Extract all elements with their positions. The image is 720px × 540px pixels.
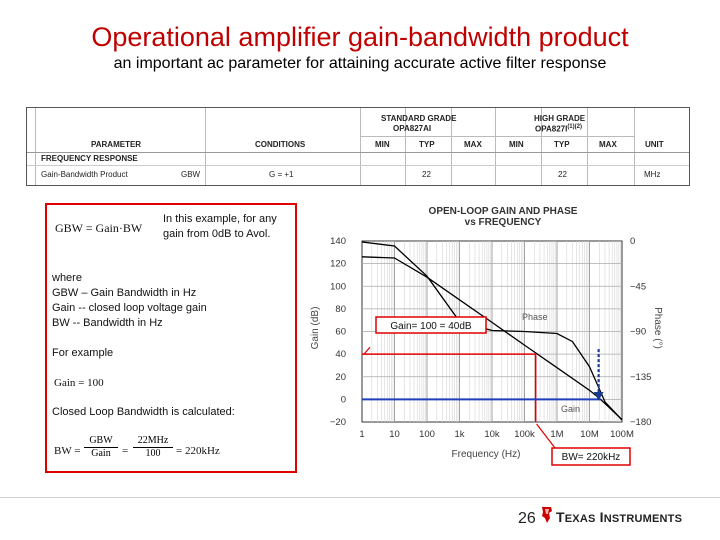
col-max-high: MAX (599, 140, 617, 149)
y-tick-label: 120 (330, 258, 346, 270)
den-val: 100 (133, 447, 173, 459)
high-grade-header: HIGH GRADE (534, 114, 586, 123)
row-unit: MHz (644, 170, 661, 179)
x-tick-label: 100k (514, 429, 535, 440)
y-axis-label: Gain (dB) (310, 306, 321, 350)
col-typ-high: TYP (554, 140, 570, 149)
spec-table (26, 107, 690, 186)
x-tick-label: 10M (580, 429, 599, 440)
y2-tick-label: 0 (630, 236, 636, 247)
eq-sign: = (122, 445, 129, 457)
x-tick-labels (359, 429, 634, 440)
y-tick-labels (330, 236, 346, 428)
y2-tick-label: −180 (630, 417, 652, 428)
y-tick-label: 60 (335, 326, 346, 338)
row-symbol: GBW (181, 170, 201, 179)
std-part: OPA827AI (393, 124, 432, 133)
brand-text: TEXAS INSTRUMENTS (556, 509, 683, 525)
texas-instruments-logo-icon (540, 506, 554, 524)
y2-tick-labels (630, 236, 651, 428)
row-std-typ: 22 (422, 170, 431, 179)
gain-marker-label: Gain= 100 = 40dB (390, 321, 472, 332)
slide-title: Operational amplifier gain-bandwidth product (91, 22, 629, 52)
col-unit: UNIT (645, 140, 664, 149)
section-label: FREQUENCY RESPONSE (41, 154, 138, 163)
x-tick-label: 1M (550, 429, 564, 440)
for-example: For example (52, 347, 114, 359)
y2-tick-label: −135 (630, 371, 652, 383)
phase-curve-label: Phase (522, 312, 548, 322)
row-high-typ: 22 (558, 170, 567, 179)
std-grade-header: STANDARD GRADE (381, 114, 457, 123)
y2-axis-label: Phase (°) (652, 307, 663, 349)
open-loop-gain-phase-chart (300, 198, 680, 473)
example-note-1: In this example, for any (163, 213, 277, 225)
bw-num: GBW (89, 435, 113, 446)
y-tick-label: 140 (330, 236, 346, 247)
y-tick-label: −20 (329, 417, 346, 428)
gbw-formula: GBW = Gain·BW (55, 221, 143, 235)
bw-marker-label: BW= 220kHz (561, 452, 621, 463)
where-label: where (52, 272, 82, 284)
col-parameter: PARAMETER (91, 140, 142, 149)
def-gbw: GBW – Gain Bandwidth in Hz (52, 287, 197, 299)
footer-divider (0, 497, 720, 498)
col-typ-std: TYP (419, 140, 435, 149)
y-tick-label: 20 (335, 371, 346, 383)
chart-subtitle: vs FREQUENCY (464, 217, 542, 228)
bw-fraction-right (133, 435, 173, 459)
y-tick-label: 100 (330, 281, 346, 293)
y2-tick-label: −90 (630, 326, 647, 338)
col-min-high: MIN (509, 140, 524, 149)
slide-subtitle: an important ac parameter for attaining accurate active filter response (113, 55, 607, 72)
bw-lhs: BW = (54, 445, 81, 457)
num-val: 22MHz (137, 435, 169, 446)
x-tick-label: 100 (419, 429, 435, 440)
x-tick-label: 10 (389, 429, 400, 440)
x-tick-label: 1k (454, 429, 465, 440)
x-tick-label: 10k (484, 429, 500, 440)
x-axis-label: Frequency (Hz) (451, 449, 521, 460)
example-note-2: gain from 0dB to Avol. (163, 228, 271, 240)
x-tick-label: 100M (610, 429, 634, 440)
high-part: $OPA827I^{(1)(2)}$ (535, 124, 582, 134)
y2-tick-label: −45 (630, 281, 647, 293)
closed-loop-text: Closed Loop Bandwidth is calculated: (52, 406, 235, 418)
gain-curve-label: Gain (561, 404, 581, 414)
gain-value: Gain = 100 (54, 377, 104, 389)
y-tick-label: 0 (340, 394, 346, 406)
row-parameter: Gain-Bandwidth Product (41, 170, 128, 179)
bw-fraction-left (84, 435, 118, 459)
y-tick-label: 40 (335, 349, 346, 361)
bw-result: = 220kHz (176, 445, 220, 457)
col-max-std: MAX (464, 140, 482, 149)
x-tick-label: 1 (359, 429, 365, 440)
col-min-std: MIN (375, 140, 390, 149)
bw-den: Gain (84, 447, 118, 459)
def-gain: Gain -- closed loop voltage gain (52, 302, 207, 314)
explanation-box (45, 203, 297, 473)
def-bw: BW -- Bandwidth in Hz (52, 317, 163, 329)
col-conditions: CONDITIONS (255, 140, 306, 149)
row-condition: G = +1 (269, 170, 294, 179)
y-tick-label: 80 (335, 303, 346, 315)
chart-title: OPEN-LOOP GAIN AND PHASE (428, 206, 578, 217)
page-number: 26 (518, 510, 536, 527)
